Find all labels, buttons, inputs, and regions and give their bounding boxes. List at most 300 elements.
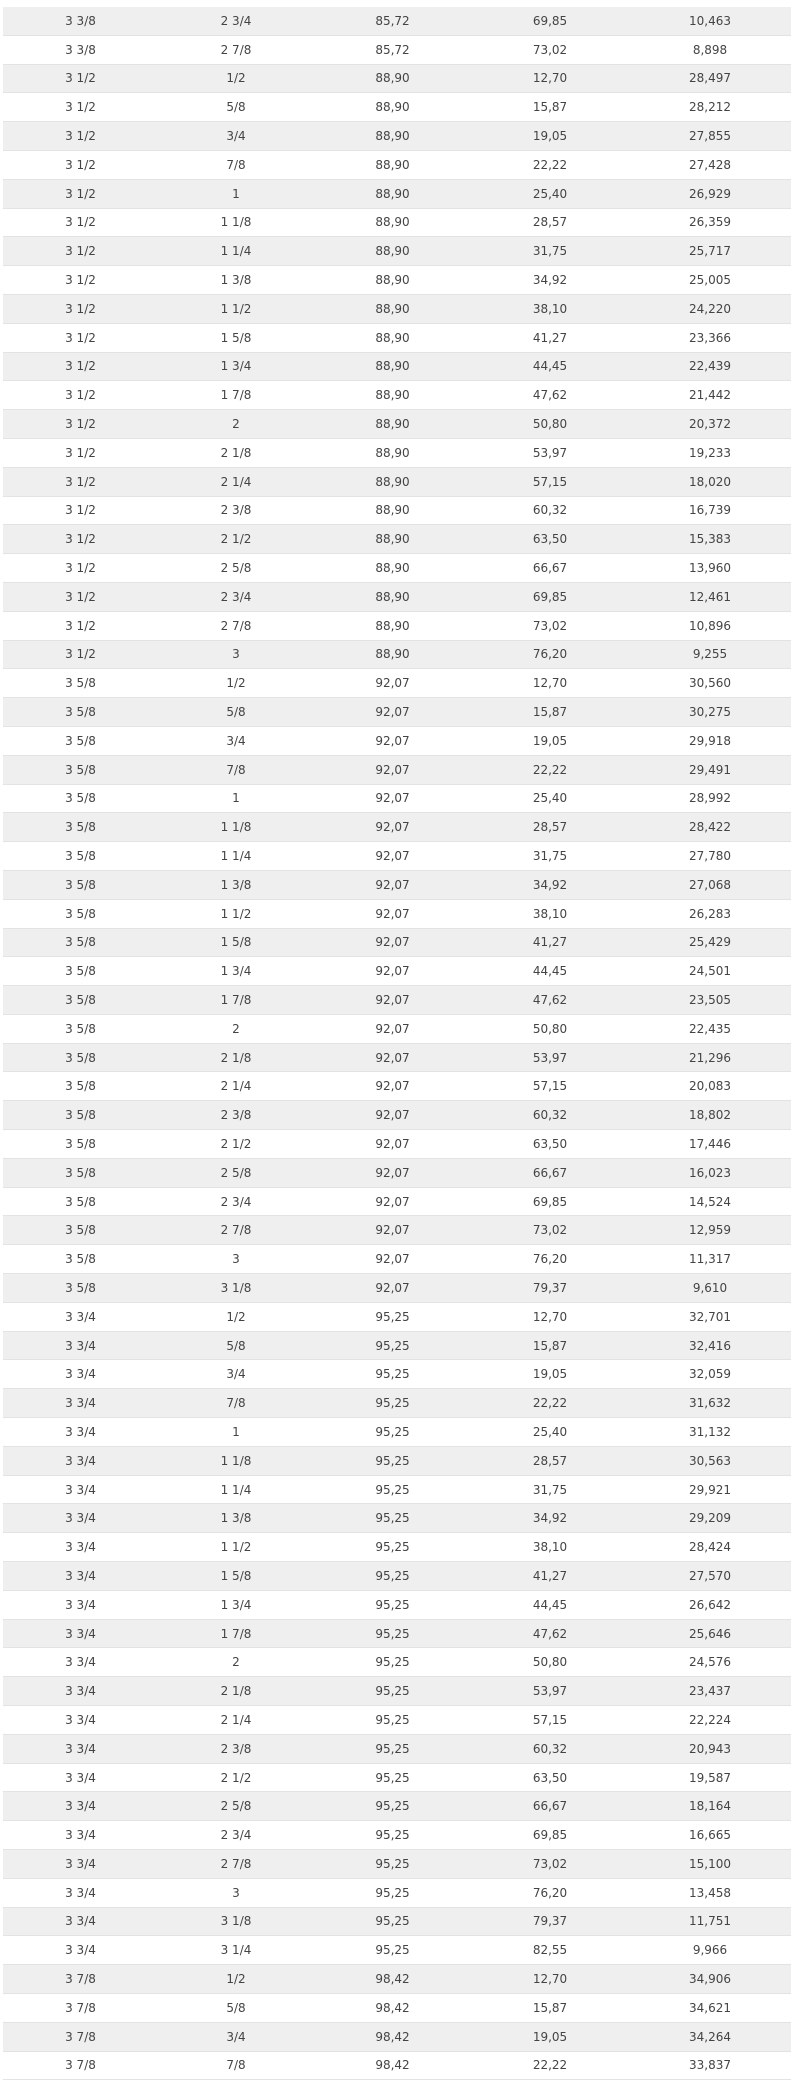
- inner-diameter-cell: 1 7/8: [158, 986, 314, 1015]
- outer-diameter-cell: 3 7/8: [3, 2051, 158, 2080]
- outer-diameter-cell: 3 5/8: [3, 1187, 158, 1216]
- value-cell: 28,497: [629, 64, 791, 93]
- outer-mm-cell: 92,07: [314, 1130, 471, 1159]
- table-row: [3, 1734, 791, 1763]
- value-cell: 9,610: [629, 1274, 791, 1303]
- table-row: [3, 1187, 791, 1216]
- table-row: [3, 726, 791, 755]
- outer-mm-cell: 85,72: [314, 7, 471, 35]
- table-row: [3, 1993, 791, 2022]
- outer-diameter-cell: 3 3/4: [3, 1619, 158, 1648]
- table-row: [3, 1216, 791, 1245]
- inner-mm-cell: 41,27: [471, 1562, 629, 1591]
- inner-diameter-cell: 3/4: [158, 2022, 314, 2051]
- value-cell: 27,570: [629, 1562, 791, 1591]
- inner-mm-cell: 57,15: [471, 1706, 629, 1735]
- outer-diameter-cell: 3 7/8: [3, 2022, 158, 2051]
- table-row: [3, 1590, 791, 1619]
- value-cell: 29,209: [629, 1504, 791, 1533]
- value-cell: 32,701: [629, 1302, 791, 1331]
- inner-diameter-cell: 2 3/8: [158, 1101, 314, 1130]
- inner-mm-cell: 12,70: [471, 1302, 629, 1331]
- inner-mm-cell: 28,57: [471, 208, 629, 237]
- outer-mm-cell: 85,72: [314, 35, 471, 64]
- outer-diameter-cell: 3 3/4: [3, 1706, 158, 1735]
- value-cell: 15,100: [629, 1850, 791, 1879]
- value-cell: 21,296: [629, 1043, 791, 1072]
- inner-diameter-cell: 1 7/8: [158, 1619, 314, 1648]
- outer-mm-cell: 95,25: [314, 1619, 471, 1648]
- outer-mm-cell: 95,25: [314, 1821, 471, 1850]
- inner-diameter-cell: 2 3/4: [158, 1821, 314, 1850]
- inner-mm-cell: 50,80: [471, 1014, 629, 1043]
- outer-diameter-cell: 3 1/2: [3, 611, 158, 640]
- inner-diameter-cell: 2 1/8: [158, 1677, 314, 1706]
- outer-mm-cell: 92,07: [314, 1101, 471, 1130]
- outer-mm-cell: 88,90: [314, 352, 471, 381]
- table-row: [3, 150, 791, 179]
- inner-diameter-cell: 2 3/8: [158, 496, 314, 525]
- outer-diameter-cell: 3 1/2: [3, 237, 158, 266]
- value-cell: 18,802: [629, 1101, 791, 1130]
- inner-mm-cell: 50,80: [471, 410, 629, 439]
- inner-diameter-cell: 1 1/2: [158, 294, 314, 323]
- value-cell: 25,717: [629, 237, 791, 266]
- inner-diameter-cell: 2 7/8: [158, 35, 314, 64]
- inner-diameter-cell: 1 1/2: [158, 899, 314, 928]
- value-cell: 27,780: [629, 842, 791, 871]
- inner-mm-cell: 44,45: [471, 957, 629, 986]
- inner-diameter-cell: 1 3/4: [158, 352, 314, 381]
- table-row: [3, 93, 791, 122]
- inner-mm-cell: 69,85: [471, 7, 629, 35]
- inner-diameter-cell: 1 1/8: [158, 813, 314, 842]
- outer-diameter-cell: 3 1/2: [3, 496, 158, 525]
- table-row: [3, 1648, 791, 1677]
- outer-diameter-cell: 3 3/4: [3, 1590, 158, 1619]
- outer-mm-cell: 88,90: [314, 323, 471, 352]
- inner-mm-cell: 38,10: [471, 1533, 629, 1562]
- inner-diameter-cell: 2 3/8: [158, 1734, 314, 1763]
- outer-mm-cell: 95,25: [314, 1907, 471, 1936]
- value-cell: 20,943: [629, 1734, 791, 1763]
- inner-mm-cell: 34,92: [471, 870, 629, 899]
- table-row: [3, 640, 791, 669]
- outer-mm-cell: 98,42: [314, 1993, 471, 2022]
- inner-diameter-cell: 5/8: [158, 1331, 314, 1360]
- outer-mm-cell: 95,25: [314, 1360, 471, 1389]
- table-row: [3, 813, 791, 842]
- outer-diameter-cell: 3 3/4: [3, 1533, 158, 1562]
- inner-diameter-cell: 1 1/4: [158, 842, 314, 871]
- outer-mm-cell: 95,25: [314, 1677, 471, 1706]
- outer-mm-cell: 88,90: [314, 381, 471, 410]
- inner-mm-cell: 22,22: [471, 2051, 629, 2080]
- value-cell: 19,587: [629, 1763, 791, 1792]
- inner-diameter-cell: 1: [158, 179, 314, 208]
- inner-diameter-cell: 3 1/8: [158, 1274, 314, 1303]
- outer-mm-cell: 88,90: [314, 179, 471, 208]
- value-cell: 9,255: [629, 640, 791, 669]
- inner-mm-cell: 15,87: [471, 698, 629, 727]
- outer-diameter-cell: 3 5/8: [3, 1216, 158, 1245]
- outer-diameter-cell: 3 5/8: [3, 1245, 158, 1274]
- outer-diameter-cell: 3 3/4: [3, 1562, 158, 1591]
- outer-mm-cell: 92,07: [314, 928, 471, 957]
- value-cell: 34,264: [629, 2022, 791, 2051]
- outer-mm-cell: 88,90: [314, 150, 471, 179]
- outer-diameter-cell: 3 5/8: [3, 928, 158, 957]
- inner-diameter-cell: 2: [158, 1648, 314, 1677]
- table-row: [3, 928, 791, 957]
- outer-mm-cell: 88,90: [314, 64, 471, 93]
- table-row: [3, 1389, 791, 1418]
- value-cell: 23,505: [629, 986, 791, 1015]
- inner-diameter-cell: 2 3/4: [158, 1187, 314, 1216]
- inner-mm-cell: 28,57: [471, 1446, 629, 1475]
- outer-diameter-cell: 3 5/8: [3, 986, 158, 1015]
- outer-diameter-cell: 3 1/2: [3, 352, 158, 381]
- outer-diameter-cell: 3 3/8: [3, 7, 158, 35]
- outer-mm-cell: 98,42: [314, 1965, 471, 1994]
- value-cell: 29,921: [629, 1475, 791, 1504]
- value-cell: 28,424: [629, 1533, 791, 1562]
- inner-mm-cell: 53,97: [471, 1043, 629, 1072]
- value-cell: 9,966: [629, 1936, 791, 1965]
- value-cell: 23,437: [629, 1677, 791, 1706]
- outer-diameter-cell: 3 5/8: [3, 957, 158, 986]
- inner-diameter-cell: 1/2: [158, 64, 314, 93]
- outer-diameter-cell: 3 1/2: [3, 525, 158, 554]
- value-cell: 24,220: [629, 294, 791, 323]
- value-cell: 24,576: [629, 1648, 791, 1677]
- inner-diameter-cell: 2 1/2: [158, 525, 314, 554]
- inner-mm-cell: 47,62: [471, 1619, 629, 1648]
- outer-diameter-cell: 3 5/8: [3, 669, 158, 698]
- outer-mm-cell: 88,90: [314, 496, 471, 525]
- table-row: [3, 669, 791, 698]
- inner-mm-cell: 73,02: [471, 611, 629, 640]
- outer-mm-cell: 92,07: [314, 870, 471, 899]
- inner-diameter-cell: 1 1/2: [158, 1533, 314, 1562]
- outer-diameter-cell: 3 3/4: [3, 1734, 158, 1763]
- inner-diameter-cell: 2 1/4: [158, 467, 314, 496]
- value-cell: 32,059: [629, 1360, 791, 1389]
- inner-diameter-cell: 5/8: [158, 1993, 314, 2022]
- table-row: [3, 1158, 791, 1187]
- value-cell: 19,233: [629, 438, 791, 467]
- value-cell: 34,906: [629, 1965, 791, 1994]
- inner-mm-cell: 47,62: [471, 381, 629, 410]
- outer-mm-cell: 92,07: [314, 1187, 471, 1216]
- table-row: [3, 1446, 791, 1475]
- inner-mm-cell: 34,92: [471, 1504, 629, 1533]
- inner-mm-cell: 12,70: [471, 64, 629, 93]
- outer-diameter-cell: 3 1/2: [3, 554, 158, 583]
- table-row: [3, 1533, 791, 1562]
- inner-diameter-cell: 1 5/8: [158, 928, 314, 957]
- outer-mm-cell: 95,25: [314, 1302, 471, 1331]
- table-row: [3, 179, 791, 208]
- value-cell: 24,501: [629, 957, 791, 986]
- outer-diameter-cell: 3 7/8: [3, 1965, 158, 1994]
- value-cell: 29,918: [629, 726, 791, 755]
- inner-mm-cell: 19,05: [471, 2022, 629, 2051]
- inner-mm-cell: 66,67: [471, 1792, 629, 1821]
- outer-diameter-cell: 3 1/2: [3, 438, 158, 467]
- value-cell: 18,164: [629, 1792, 791, 1821]
- table-row: [3, 1936, 791, 1965]
- value-cell: 14,524: [629, 1187, 791, 1216]
- value-cell: 26,929: [629, 179, 791, 208]
- outer-mm-cell: 92,07: [314, 842, 471, 871]
- value-cell: 28,422: [629, 813, 791, 842]
- outer-mm-cell: 88,90: [314, 294, 471, 323]
- inner-mm-cell: 19,05: [471, 122, 629, 151]
- outer-mm-cell: 95,25: [314, 1792, 471, 1821]
- inner-mm-cell: 76,20: [471, 1878, 629, 1907]
- inner-diameter-cell: 1 1/8: [158, 1446, 314, 1475]
- inner-diameter-cell: 2: [158, 1014, 314, 1043]
- outer-diameter-cell: 3 1/2: [3, 122, 158, 151]
- outer-diameter-cell: 3 5/8: [3, 1274, 158, 1303]
- table-row: [3, 1619, 791, 1648]
- outer-mm-cell: 95,25: [314, 1936, 471, 1965]
- value-cell: 30,560: [629, 669, 791, 698]
- outer-diameter-cell: 3 3/4: [3, 1446, 158, 1475]
- outer-diameter-cell: 3 5/8: [3, 899, 158, 928]
- inner-diameter-cell: 3/4: [158, 122, 314, 151]
- table-row: [3, 1706, 791, 1735]
- inner-mm-cell: 38,10: [471, 899, 629, 928]
- outer-mm-cell: 92,07: [314, 1158, 471, 1187]
- value-cell: 16,023: [629, 1158, 791, 1187]
- table-row: [3, 1562, 791, 1591]
- table-row: [3, 1331, 791, 1360]
- table-row: [3, 1072, 791, 1101]
- value-cell: 27,428: [629, 150, 791, 179]
- inner-mm-cell: 28,57: [471, 813, 629, 842]
- inner-diameter-cell: 1 3/8: [158, 1504, 314, 1533]
- outer-mm-cell: 88,90: [314, 611, 471, 640]
- inner-diameter-cell: 2 1/4: [158, 1706, 314, 1735]
- outer-diameter-cell: 3 5/8: [3, 726, 158, 755]
- inner-mm-cell: 60,32: [471, 496, 629, 525]
- outer-mm-cell: 95,25: [314, 1389, 471, 1418]
- outer-mm-cell: 95,25: [314, 1590, 471, 1619]
- inner-diameter-cell: 7/8: [158, 1389, 314, 1418]
- outer-mm-cell: 95,25: [314, 1418, 471, 1447]
- table-row: [3, 352, 791, 381]
- outer-mm-cell: 88,90: [314, 467, 471, 496]
- outer-mm-cell: 95,25: [314, 1504, 471, 1533]
- outer-mm-cell: 92,07: [314, 986, 471, 1015]
- outer-diameter-cell: 3 3/8: [3, 35, 158, 64]
- inner-mm-cell: 47,62: [471, 986, 629, 1015]
- inner-mm-cell: 60,32: [471, 1101, 629, 1130]
- outer-diameter-cell: 3 3/4: [3, 1907, 158, 1936]
- inner-mm-cell: 57,15: [471, 467, 629, 496]
- inner-mm-cell: 12,70: [471, 1965, 629, 1994]
- table-row: [3, 1850, 791, 1879]
- inner-mm-cell: 31,75: [471, 1475, 629, 1504]
- inner-mm-cell: 79,37: [471, 1274, 629, 1303]
- outer-mm-cell: 95,25: [314, 1475, 471, 1504]
- inner-diameter-cell: 5/8: [158, 93, 314, 122]
- inner-mm-cell: 73,02: [471, 1216, 629, 1245]
- inner-mm-cell: 31,75: [471, 237, 629, 266]
- value-cell: 20,372: [629, 410, 791, 439]
- table-row: [3, 957, 791, 986]
- table-row: [3, 1043, 791, 1072]
- table-row: [3, 1792, 791, 1821]
- value-cell: 8,898: [629, 35, 791, 64]
- table-row: [3, 208, 791, 237]
- table-row: [3, 1360, 791, 1389]
- inner-mm-cell: 22,22: [471, 150, 629, 179]
- value-cell: 30,563: [629, 1446, 791, 1475]
- inner-mm-cell: 44,45: [471, 1590, 629, 1619]
- value-cell: 10,896: [629, 611, 791, 640]
- value-cell: 33,837: [629, 2051, 791, 2080]
- outer-mm-cell: 88,90: [314, 208, 471, 237]
- outer-diameter-cell: 3 3/4: [3, 1792, 158, 1821]
- table-row: [3, 842, 791, 871]
- inner-diameter-cell: 2 1/8: [158, 438, 314, 467]
- inner-diameter-cell: 7/8: [158, 755, 314, 784]
- table-row: [3, 496, 791, 525]
- inner-diameter-cell: 1 5/8: [158, 323, 314, 352]
- value-cell: 25,646: [629, 1619, 791, 1648]
- table-row: [3, 1763, 791, 1792]
- inner-diameter-cell: 1 1/8: [158, 208, 314, 237]
- outer-mm-cell: 92,07: [314, 1014, 471, 1043]
- outer-diameter-cell: 3 5/8: [3, 1158, 158, 1187]
- outer-mm-cell: 92,07: [314, 813, 471, 842]
- outer-diameter-cell: 3 5/8: [3, 1072, 158, 1101]
- outer-diameter-cell: 3 7/8: [3, 1993, 158, 2022]
- outer-mm-cell: 95,25: [314, 1850, 471, 1879]
- outer-mm-cell: 88,90: [314, 93, 471, 122]
- inner-mm-cell: 25,40: [471, 1418, 629, 1447]
- outer-mm-cell: 95,25: [314, 1446, 471, 1475]
- value-cell: 23,366: [629, 323, 791, 352]
- outer-diameter-cell: 3 1/2: [3, 93, 158, 122]
- table-row: [3, 611, 791, 640]
- outer-diameter-cell: 3 3/4: [3, 1331, 158, 1360]
- inner-diameter-cell: 2 1/2: [158, 1130, 314, 1159]
- table-row: [3, 784, 791, 813]
- outer-diameter-cell: 3 1/2: [3, 410, 158, 439]
- inner-diameter-cell: 1/2: [158, 1302, 314, 1331]
- value-cell: 28,212: [629, 93, 791, 122]
- outer-mm-cell: 88,90: [314, 266, 471, 295]
- data-table: [3, 7, 791, 2080]
- outer-mm-cell: 95,25: [314, 1331, 471, 1360]
- inner-diameter-cell: 3 1/4: [158, 1936, 314, 1965]
- outer-diameter-cell: 3 5/8: [3, 1130, 158, 1159]
- value-cell: 21,442: [629, 381, 791, 410]
- table-row: [3, 410, 791, 439]
- value-cell: 16,665: [629, 1821, 791, 1850]
- outer-diameter-cell: 3 3/4: [3, 1418, 158, 1447]
- table-row: [3, 266, 791, 295]
- table-row: [3, 582, 791, 611]
- inner-mm-cell: 69,85: [471, 1187, 629, 1216]
- inner-mm-cell: 22,22: [471, 755, 629, 784]
- table-row: [3, 899, 791, 928]
- table-row: [3, 35, 791, 64]
- outer-mm-cell: 88,90: [314, 410, 471, 439]
- value-cell: 10,463: [629, 7, 791, 35]
- inner-diameter-cell: 2 3/4: [158, 7, 314, 35]
- outer-mm-cell: 98,42: [314, 2051, 471, 2080]
- table-row: [3, 237, 791, 266]
- outer-mm-cell: 92,07: [314, 784, 471, 813]
- outer-diameter-cell: 3 5/8: [3, 813, 158, 842]
- outer-diameter-cell: 3 1/2: [3, 582, 158, 611]
- outer-mm-cell: 98,42: [314, 2022, 471, 2051]
- outer-mm-cell: 92,07: [314, 1216, 471, 1245]
- value-cell: 12,461: [629, 582, 791, 611]
- outer-mm-cell: 95,25: [314, 1706, 471, 1735]
- inner-diameter-cell: 1 3/8: [158, 266, 314, 295]
- table-row: [3, 1677, 791, 1706]
- table-row: [3, 698, 791, 727]
- outer-mm-cell: 95,25: [314, 1763, 471, 1792]
- inner-mm-cell: 41,27: [471, 928, 629, 957]
- outer-mm-cell: 95,25: [314, 1734, 471, 1763]
- value-cell: 25,429: [629, 928, 791, 957]
- table-row: [3, 438, 791, 467]
- outer-diameter-cell: 3 5/8: [3, 1014, 158, 1043]
- inner-mm-cell: 25,40: [471, 179, 629, 208]
- outer-mm-cell: 95,25: [314, 1648, 471, 1677]
- outer-mm-cell: 88,90: [314, 640, 471, 669]
- value-cell: 11,751: [629, 1907, 791, 1936]
- value-cell: 20,083: [629, 1072, 791, 1101]
- outer-diameter-cell: 3 3/4: [3, 1821, 158, 1850]
- inner-mm-cell: 76,20: [471, 640, 629, 669]
- outer-mm-cell: 88,90: [314, 582, 471, 611]
- outer-diameter-cell: 3 3/4: [3, 1360, 158, 1389]
- outer-diameter-cell: 3 5/8: [3, 755, 158, 784]
- inner-diameter-cell: 3/4: [158, 726, 314, 755]
- inner-mm-cell: 50,80: [471, 1648, 629, 1677]
- outer-diameter-cell: 3 1/2: [3, 323, 158, 352]
- outer-mm-cell: 95,25: [314, 1562, 471, 1591]
- outer-diameter-cell: 3 5/8: [3, 870, 158, 899]
- outer-diameter-cell: 3 5/8: [3, 1101, 158, 1130]
- inner-diameter-cell: 7/8: [158, 2051, 314, 2080]
- value-cell: 28,992: [629, 784, 791, 813]
- outer-diameter-cell: 3 3/4: [3, 1763, 158, 1792]
- value-cell: 25,005: [629, 266, 791, 295]
- inner-diameter-cell: 2 7/8: [158, 1216, 314, 1245]
- inner-mm-cell: 44,45: [471, 352, 629, 381]
- outer-diameter-cell: 3 3/4: [3, 1878, 158, 1907]
- value-cell: 22,224: [629, 1706, 791, 1735]
- inner-diameter-cell: 3/4: [158, 1360, 314, 1389]
- outer-diameter-cell: 3 1/2: [3, 150, 158, 179]
- value-cell: 18,020: [629, 467, 791, 496]
- inner-mm-cell: 31,75: [471, 842, 629, 871]
- outer-diameter-cell: 3 3/4: [3, 1850, 158, 1879]
- inner-diameter-cell: 1 5/8: [158, 1562, 314, 1591]
- inner-mm-cell: 57,15: [471, 1072, 629, 1101]
- outer-diameter-cell: 3 5/8: [3, 1043, 158, 1072]
- inner-mm-cell: 63,50: [471, 1763, 629, 1792]
